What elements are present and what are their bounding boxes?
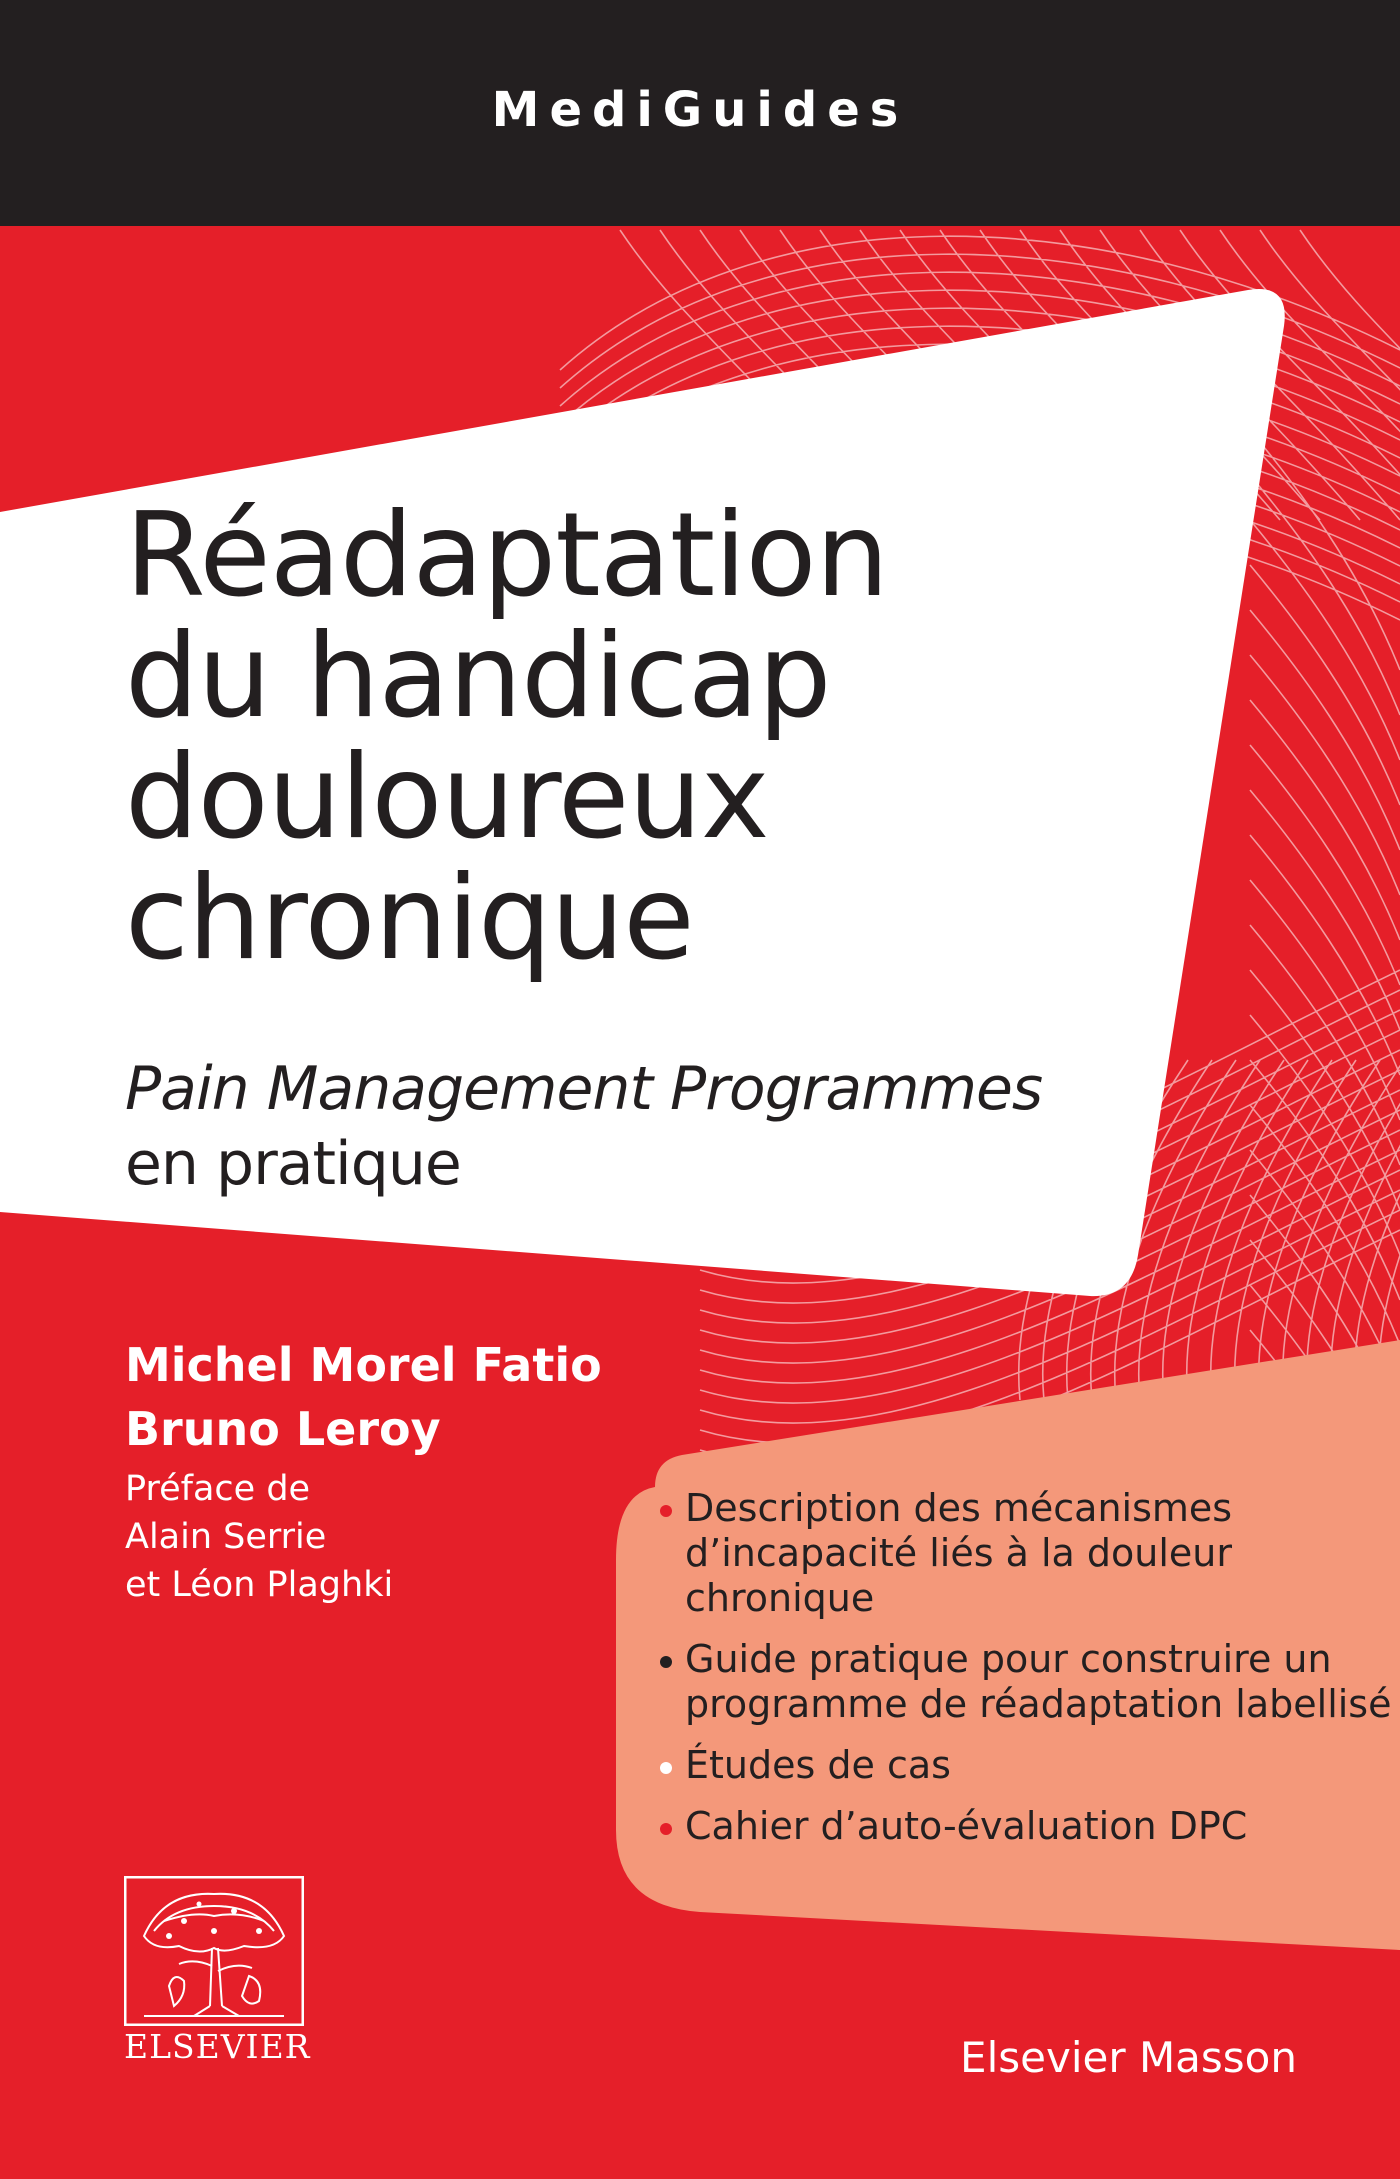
feature-line: Guide pratique pour construire un (685, 1637, 1332, 1681)
feature-line: d’incapacité liés à la douleur (685, 1531, 1232, 1575)
series-name-text: MediGuides (491, 82, 909, 138)
title-line: Réadaptation (125, 488, 888, 623)
elsevier-tree-logo-icon (124, 1876, 304, 2026)
preface-line: et Léon Plaghki (125, 1565, 394, 1605)
preface-line: Alain Serrie (125, 1517, 327, 1557)
feature-item (655, 1743, 1375, 1788)
feature-line: chronique (685, 1576, 875, 1620)
title-line: douloureux (125, 730, 769, 865)
elsevier-wordmark: ELSEVIER (124, 2027, 311, 2066)
bullet-icon (660, 1656, 672, 1668)
feature-line: programme de réadaptation labellisé (685, 1682, 1392, 1726)
title-line: du handicap (125, 609, 831, 744)
bullet-icon (660, 1505, 672, 1517)
title-line: chronique (125, 851, 694, 986)
preface-line: Préface de (125, 1469, 311, 1509)
feature-item (655, 1637, 1392, 1727)
feature-item (655, 1804, 1375, 1849)
publisher-imprint: Elsevier Masson (960, 2033, 1297, 2082)
author-name: Michel Morel Fatio (125, 1338, 602, 1392)
authors (125, 1333, 602, 1461)
feature-line: Description des mécanismes (685, 1486, 1233, 1530)
bullet-icon (660, 1823, 672, 1835)
subtitle-italic: Pain Management Programmes (125, 1054, 1043, 1124)
feature-line: Cahier d’auto-évaluation DPC (685, 1804, 1248, 1848)
subtitle-rest: en pratique (125, 1129, 461, 1199)
book-title (125, 488, 1025, 986)
author-name: Bruno Leroy (125, 1402, 441, 1456)
preface-credit (125, 1465, 393, 1609)
feature-item (655, 1486, 1375, 1621)
feature-list (655, 1486, 1392, 1865)
series-name (0, 82, 1400, 138)
feature-line: Études de cas (685, 1743, 951, 1787)
bullet-icon (660, 1762, 672, 1774)
